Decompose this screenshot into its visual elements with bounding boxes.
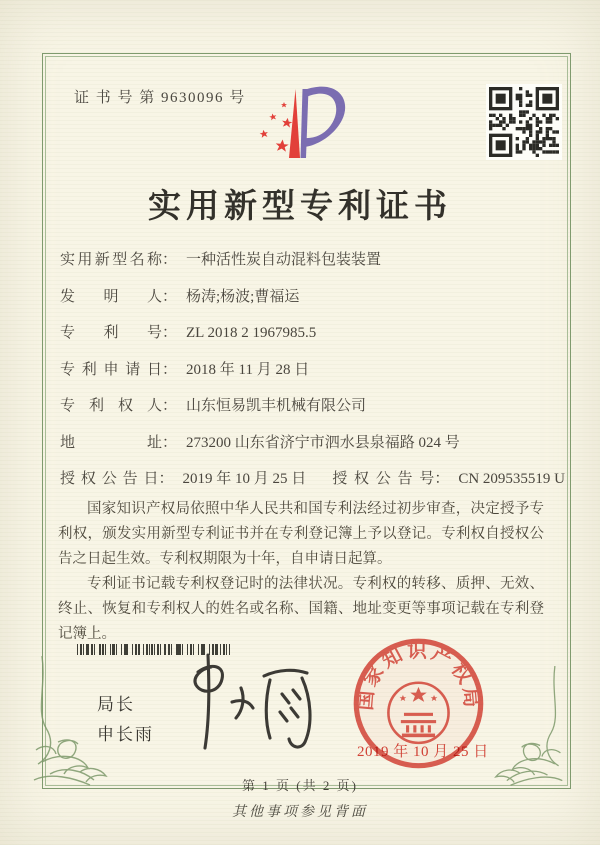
certificate-number: 证 书 号 第 9630096 号 (74, 90, 246, 106)
qr-code (486, 84, 562, 160)
grant-date-label: 授权公告日 (60, 471, 159, 487)
field-label: 发明人 (60, 288, 162, 305)
director-name: 申长雨 (97, 725, 154, 744)
field-label: 专利申请日 (60, 361, 162, 378)
field-label: 地址 (60, 434, 162, 451)
page-number: 第 1 页 (共 2 页) (242, 778, 358, 793)
field-grant-row (60, 468, 565, 490)
colon: ： (162, 434, 178, 451)
colon: ： (162, 325, 178, 341)
colon: ： (162, 252, 178, 268)
field-label: 实用新型名称 (60, 252, 162, 268)
colon: ： (158, 471, 174, 487)
field-value: ZL 2018 2 1967985.5 (186, 325, 317, 341)
patent-office-logo-icon (242, 74, 377, 182)
grant-date-value: 2019 年 10 月 25 日 (182, 471, 307, 487)
field-label: 专利号 (60, 325, 162, 341)
director-title: 局长 (97, 695, 135, 714)
certificate-fields (60, 249, 565, 505)
field-value: 一种活性炭自动混料包装装置 (186, 252, 382, 268)
field-value: 山东恒易凯丰机械有限公司 (186, 398, 367, 414)
qr-finder-bottom-left (489, 134, 512, 157)
grant-number-value: CN 209535519 U (458, 471, 565, 487)
field-filing-date (60, 359, 565, 381)
colon: ： (162, 398, 178, 414)
field-value: 2018 年 11 月 28 日 (186, 361, 310, 378)
field-inventor (60, 286, 565, 308)
seal-date: 2019 年 10 月 25 日 (357, 744, 489, 760)
field-utility-model-name (60, 249, 565, 271)
field-patentee (60, 395, 565, 417)
field-address (60, 432, 565, 454)
director-signature-icon (152, 648, 322, 758)
corner-flourish-left-icon (28, 656, 138, 788)
certificate-title: 实用新型专利证书 (148, 189, 452, 225)
qr-finder-top-right (536, 87, 559, 110)
corner-flourish-right-icon (462, 666, 572, 788)
field-value: 273200 山东省济宁市泗水县泉福路 024 号 (186, 434, 460, 451)
back-side-note: 其他事项参见背面 (232, 805, 368, 820)
field-value: 杨涛;杨波;曹福运 (186, 288, 300, 305)
qr-finder-top-left (489, 87, 512, 110)
colon: ： (434, 471, 450, 487)
colon: ： (162, 361, 178, 378)
seal-text: 国家知识产权局 (354, 640, 483, 712)
grant-number-label: 授权公告号 (332, 471, 435, 487)
grant-number-group (332, 468, 565, 490)
field-label: 专利权人 (60, 398, 162, 414)
decree-paragraph: 专利证书记载专利权登记时的法律状况。专利权的转移、质押、无效、终止、恢复和专利权人的姓名或名称、国籍、地址变更等事项记载在专利登记簿上。 (58, 576, 544, 642)
field-patent-number (60, 322, 565, 344)
decree-paragraph: 国家知识产权局依照中华人民共和国专利法经过初步审查，决定授予专利权，颁发实用新型专利证书并在专利登记簿上予以登记。专利权自授权公告之日起生效。专利权期限为十年，自申请日起算。 (58, 501, 544, 567)
decree-text (58, 497, 544, 647)
colon: ： (162, 288, 178, 305)
